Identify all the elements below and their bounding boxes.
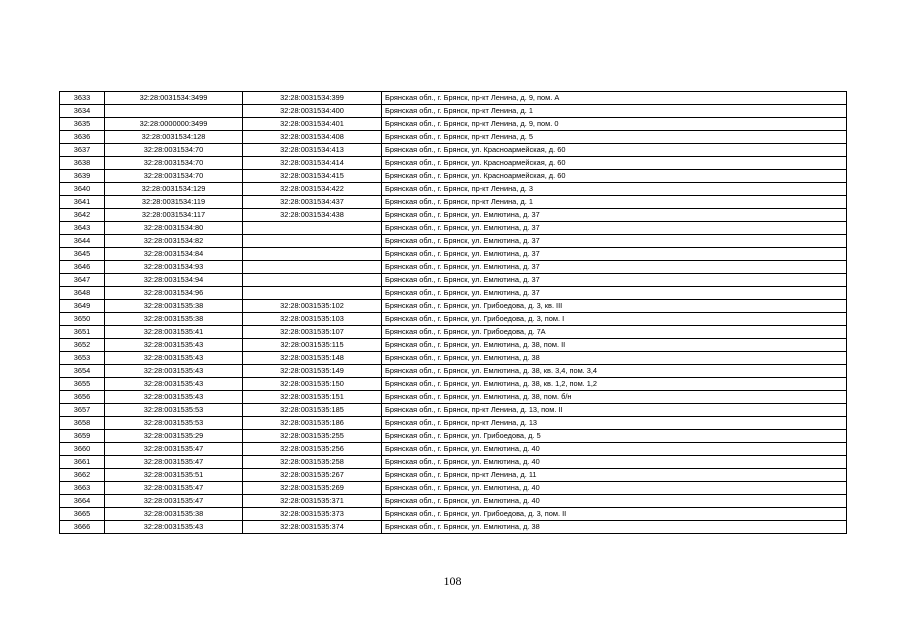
- address-cell: Брянская обл., г. Брянск, ул. Емлютина, д. 37: [382, 274, 847, 287]
- table-row: [60, 274, 847, 287]
- table-row: [60, 352, 847, 365]
- address-cell: Брянская обл., г. Брянск, пр-кт Ленина, д. 1: [382, 105, 847, 118]
- address-cell: Брянская обл., г. Брянск, ул. Грибоедова, д. 3, пом. II: [382, 508, 847, 521]
- parent-cadastral-number-cell: 32:28:0031534:96: [105, 287, 243, 300]
- table-row: [60, 365, 847, 378]
- table-row: [60, 482, 847, 495]
- parent-cadastral-number-cell: 32:28:0031535:38: [105, 508, 243, 521]
- row-number-cell: 3663: [60, 482, 105, 495]
- row-number-cell: 3640: [60, 183, 105, 196]
- parent-cadastral-number-cell: 32:28:0031534:93: [105, 261, 243, 274]
- parent-cadastral-number-cell: 32:28:0031535:43: [105, 339, 243, 352]
- cadastral-number-cell: 32:28:0031535:107: [243, 326, 382, 339]
- parent-cadastral-number-cell: 32:28:0031534:70: [105, 144, 243, 157]
- parent-cadastral-number-cell: 32:28:0031534:128: [105, 131, 243, 144]
- row-number-cell: 3636: [60, 131, 105, 144]
- table-row: [60, 92, 847, 105]
- parent-cadastral-number-cell: 32:28:0031534:129: [105, 183, 243, 196]
- parent-cadastral-number-cell: 32:28:0031534:94: [105, 274, 243, 287]
- cadastral-number-cell: [243, 248, 382, 261]
- cadastral-number-cell: 32:28:0031534:413: [243, 144, 382, 157]
- cadastral-number-cell: 32:28:0031535:102: [243, 300, 382, 313]
- cadastral-number-cell: [243, 261, 382, 274]
- row-number-cell: 3645: [60, 248, 105, 261]
- parent-cadastral-number-cell: 32:28:0031534:84: [105, 248, 243, 261]
- cadastral-number-cell: 32:28:0031535:374: [243, 521, 382, 534]
- address-cell: Брянская обл., г. Брянск, ул. Емлютина, д. 37: [382, 235, 847, 248]
- cadastral-number-cell: 32:28:0031535:256: [243, 443, 382, 456]
- page-number: 108: [443, 574, 462, 588]
- parent-cadastral-number-cell: 32:28:0031535:43: [105, 365, 243, 378]
- parent-cadastral-number-cell: 32:28:0031535:38: [105, 313, 243, 326]
- parent-cadastral-number-cell: 32:28:0031535:47: [105, 495, 243, 508]
- address-cell: Брянская обл., г. Брянск, ул. Емлютина, д. 40: [382, 495, 847, 508]
- cadastral-number-cell: 32:28:0031535:103: [243, 313, 382, 326]
- table-row: [60, 456, 847, 469]
- parent-cadastral-number-cell: 32:28:0031535:53: [105, 404, 243, 417]
- address-cell: Брянская обл., г. Брянск, ул. Емлютина, д. 38: [382, 352, 847, 365]
- row-number-cell: 3643: [60, 222, 105, 235]
- cadastral-number-cell: 32:28:0031535:151: [243, 391, 382, 404]
- cadastral-number-cell: 32:28:0031535:267: [243, 469, 382, 482]
- parent-cadastral-number-cell: 32:28:0031535:41: [105, 326, 243, 339]
- cadastral-number-cell: 32:28:0031535:258: [243, 456, 382, 469]
- table-row: [60, 118, 847, 131]
- cadastral-number-cell: 32:28:0031535:149: [243, 365, 382, 378]
- table-row: [60, 469, 847, 482]
- address-cell: Брянская обл., г. Брянск, ул. Емлютина, д. 38: [382, 521, 847, 534]
- parent-cadastral-number-cell: 32:28:0031534:82: [105, 235, 243, 248]
- table-row: [60, 404, 847, 417]
- parent-cadastral-number-cell: 32:28:0031535:38: [105, 300, 243, 313]
- table-row: [60, 261, 847, 274]
- cadastral-number-cell: [243, 235, 382, 248]
- row-number-cell: 3658: [60, 417, 105, 430]
- parent-cadastral-number-cell: 32:28:0031535:51: [105, 469, 243, 482]
- row-number-cell: 3665: [60, 508, 105, 521]
- row-number-cell: 3641: [60, 196, 105, 209]
- property-registry-table: [59, 91, 847, 534]
- table-row: [60, 443, 847, 456]
- table-row: [60, 170, 847, 183]
- cadastral-number-cell: 32:28:0031535:115: [243, 339, 382, 352]
- table-row: [60, 326, 847, 339]
- address-cell: Брянская обл., г. Брянск, ул. Грибоедова, д. 7А: [382, 326, 847, 339]
- table-row: [60, 508, 847, 521]
- row-number-cell: 3666: [60, 521, 105, 534]
- row-number-cell: 3633: [60, 92, 105, 105]
- row-number-cell: 3646: [60, 261, 105, 274]
- parent-cadastral-number-cell: 32:28:0031535:29: [105, 430, 243, 443]
- cadastral-number-cell: 32:28:0031534:437: [243, 196, 382, 209]
- table-row: [60, 313, 847, 326]
- address-cell: Брянская обл., г. Брянск, ул. Емлютина, д. 40: [382, 443, 847, 456]
- address-cell: Брянская обл., г. Брянск, ул. Грибоедова, д. 3, кв. III: [382, 300, 847, 313]
- parent-cadastral-number-cell: 32:28:0031535:43: [105, 352, 243, 365]
- address-cell: Брянская обл., г. Брянск, ул. Емлютина, д. 37: [382, 261, 847, 274]
- table-row: [60, 144, 847, 157]
- row-number-cell: 3656: [60, 391, 105, 404]
- address-cell: Брянская обл., г. Брянск, ул. Грибоедова, д. 5: [382, 430, 847, 443]
- row-number-cell: 3649: [60, 300, 105, 313]
- table-row: [60, 235, 847, 248]
- table-row: [60, 157, 847, 170]
- cadastral-number-cell: 32:28:0031535:371: [243, 495, 382, 508]
- parent-cadastral-number-cell: 32:28:0031535:47: [105, 443, 243, 456]
- table-row: [60, 209, 847, 222]
- table-row: [60, 183, 847, 196]
- table-row: [60, 196, 847, 209]
- address-cell: Брянская обл., г. Брянск, ул. Красноармейская, д. 60: [382, 157, 847, 170]
- address-cell: Брянская обл., г. Брянск, пр-кт Ленина, д. 13: [382, 417, 847, 430]
- address-cell: Брянская обл., г. Брянск, ул. Красноармейская, д. 60: [382, 170, 847, 183]
- row-number-cell: 3648: [60, 287, 105, 300]
- table-row: [60, 417, 847, 430]
- row-number-cell: 3657: [60, 404, 105, 417]
- row-number-cell: 3655: [60, 378, 105, 391]
- table-row: [60, 378, 847, 391]
- table-row: [60, 339, 847, 352]
- row-number-cell: 3638: [60, 157, 105, 170]
- address-cell: Брянская обл., г. Брянск, ул. Емлютина, д. 37: [382, 287, 847, 300]
- row-number-cell: 3650: [60, 313, 105, 326]
- row-number-cell: 3664: [60, 495, 105, 508]
- table-row: [60, 222, 847, 235]
- address-cell: Брянская обл., г. Брянск, ул. Емлютина, д. 40: [382, 482, 847, 495]
- cadastral-number-cell: 32:28:0031534:400: [243, 105, 382, 118]
- parent-cadastral-number-cell: 32:28:0031534:70: [105, 170, 243, 183]
- cadastral-number-cell: 32:28:0031535:373: [243, 508, 382, 521]
- table-row: [60, 105, 847, 118]
- row-number-cell: 3647: [60, 274, 105, 287]
- parent-cadastral-number-cell: 32:28:0031535:47: [105, 482, 243, 495]
- address-cell: Брянская обл., г. Брянск, пр-кт Ленина, д. 5: [382, 131, 847, 144]
- table-row: [60, 248, 847, 261]
- row-number-cell: 3635: [60, 118, 105, 131]
- cadastral-number-cell: [243, 222, 382, 235]
- parent-cadastral-number-cell: 32:28:0031534:117: [105, 209, 243, 222]
- parent-cadastral-number-cell: 32:28:0031535:47: [105, 456, 243, 469]
- address-cell: Брянская обл., г. Брянск, ул. Емлютина, д. 40: [382, 456, 847, 469]
- address-cell: Брянская обл., г. Брянск, ул. Емлютина, д. 38, кв. 3,4, пом. 3,4: [382, 365, 847, 378]
- address-cell: Брянская обл., г. Брянск, пр-кт Ленина, д. 13, пом. II: [382, 404, 847, 417]
- row-number-cell: 3642: [60, 209, 105, 222]
- row-number-cell: 3634: [60, 105, 105, 118]
- row-number-cell: 3661: [60, 456, 105, 469]
- cadastral-number-cell: 32:28:0031535:255: [243, 430, 382, 443]
- registry-table-body: [60, 92, 847, 534]
- cadastral-number-cell: [243, 274, 382, 287]
- parent-cadastral-number-cell: 32:28:0031534:3499: [105, 92, 243, 105]
- address-cell: Брянская обл., г. Брянск, пр-кт Ленина, д. 11: [382, 469, 847, 482]
- table-row: [60, 495, 847, 508]
- table-row: [60, 521, 847, 534]
- cadastral-number-cell: 32:28:0031534:414: [243, 157, 382, 170]
- address-cell: Брянская обл., г. Брянск, пр-кт Ленина, д. 3: [382, 183, 847, 196]
- cadastral-number-cell: 32:28:0031534:422: [243, 183, 382, 196]
- address-cell: Брянская обл., г. Брянск, ул. Емлютина, д. 38, кв. 1,2, пом. 1,2: [382, 378, 847, 391]
- address-cell: Брянская обл., г. Брянск, ул. Емлютина, д. 38, пом. II: [382, 339, 847, 352]
- cadastral-number-cell: 32:28:0031535:150: [243, 378, 382, 391]
- parent-cadastral-number-cell: 32:28:0000000:3499: [105, 118, 243, 131]
- address-cell: Брянская обл., г. Брянск, ул. Грибоедова, д. 3, пом. I: [382, 313, 847, 326]
- address-cell: Брянская обл., г. Брянск, пр-кт Ленина, д. 1: [382, 196, 847, 209]
- cadastral-number-cell: 32:28:0031534:415: [243, 170, 382, 183]
- row-number-cell: 3653: [60, 352, 105, 365]
- address-cell: Брянская обл., г. Брянск, ул. Красноармейская, д. 60: [382, 144, 847, 157]
- table-row: [60, 300, 847, 313]
- table-row: [60, 391, 847, 404]
- parent-cadastral-number-cell: [105, 105, 243, 118]
- row-number-cell: 3652: [60, 339, 105, 352]
- cadastral-number-cell: 32:28:0031534:401: [243, 118, 382, 131]
- cadastral-number-cell: 32:28:0031534:399: [243, 92, 382, 105]
- cadastral-number-cell: 32:28:0031534:408: [243, 131, 382, 144]
- cadastral-number-cell: 32:28:0031534:438: [243, 209, 382, 222]
- row-number-cell: 3639: [60, 170, 105, 183]
- address-cell: Брянская обл., г. Брянск, пр-кт Ленина, д. 9, пом. А: [382, 92, 847, 105]
- table-row: [60, 131, 847, 144]
- row-number-cell: 3660: [60, 443, 105, 456]
- row-number-cell: 3644: [60, 235, 105, 248]
- address-cell: Брянская обл., г. Брянск, ул. Емлютина, д. 37: [382, 209, 847, 222]
- row-number-cell: 3659: [60, 430, 105, 443]
- row-number-cell: 3662: [60, 469, 105, 482]
- parent-cadastral-number-cell: 32:28:0031535:53: [105, 417, 243, 430]
- table-row: [60, 430, 847, 443]
- address-cell: Брянская обл., г. Брянск, ул. Емлютина, д. 37: [382, 222, 847, 235]
- parent-cadastral-number-cell: 32:28:0031535:43: [105, 521, 243, 534]
- parent-cadastral-number-cell: 32:28:0031535:43: [105, 378, 243, 391]
- address-cell: Брянская обл., г. Брянск, ул. Емлютина, д. 38, пом. б/н: [382, 391, 847, 404]
- table-row: [60, 287, 847, 300]
- address-cell: Брянская обл., г. Брянск, пр-кт Ленина, д. 9, пом. 0: [382, 118, 847, 131]
- cadastral-number-cell: 32:28:0031535:186: [243, 417, 382, 430]
- address-cell: Брянская обл., г. Брянск, ул. Емлютина, д. 37: [382, 248, 847, 261]
- cadastral-number-cell: 32:28:0031535:148: [243, 352, 382, 365]
- parent-cadastral-number-cell: 32:28:0031534:70: [105, 157, 243, 170]
- row-number-cell: 3637: [60, 144, 105, 157]
- parent-cadastral-number-cell: 32:28:0031534:80: [105, 222, 243, 235]
- parent-cadastral-number-cell: 32:28:0031534:119: [105, 196, 243, 209]
- cadastral-number-cell: 32:28:0031535:185: [243, 404, 382, 417]
- row-number-cell: 3651: [60, 326, 105, 339]
- cadastral-number-cell: [243, 287, 382, 300]
- cadastral-number-cell: 32:28:0031535:269: [243, 482, 382, 495]
- row-number-cell: 3654: [60, 365, 105, 378]
- parent-cadastral-number-cell: 32:28:0031535:43: [105, 391, 243, 404]
